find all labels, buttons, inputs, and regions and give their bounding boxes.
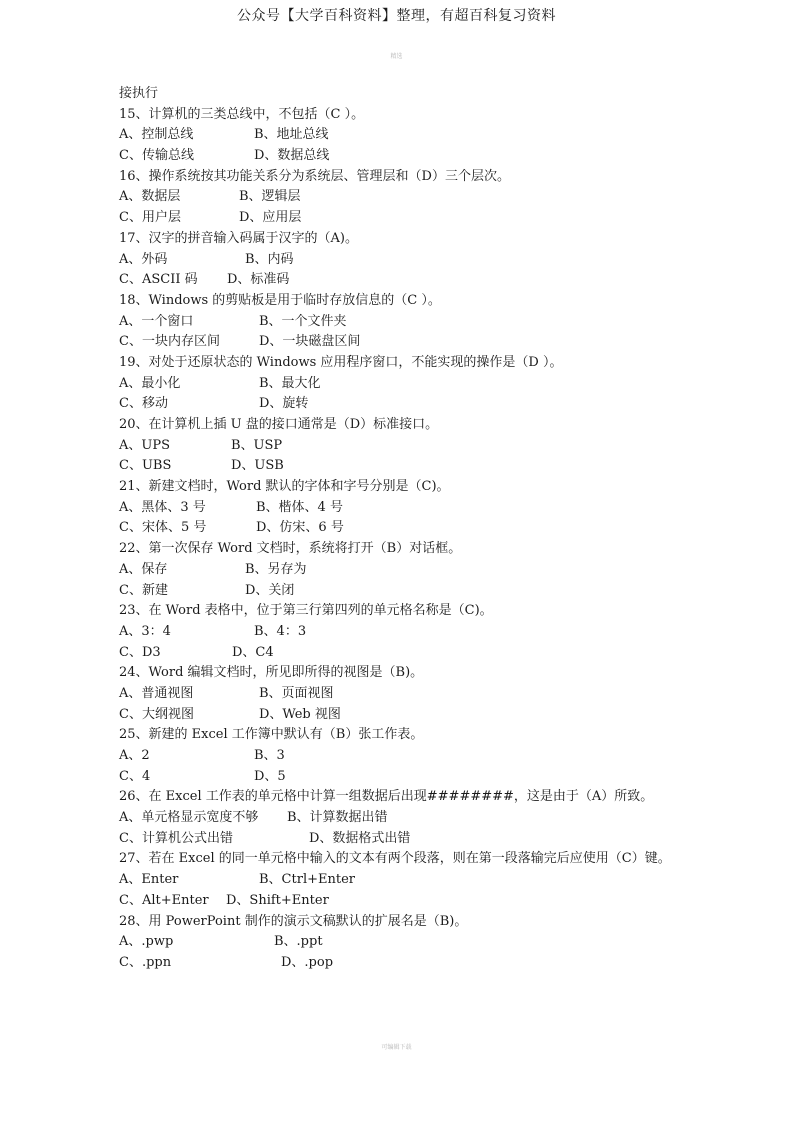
option-d: D、USB: [231, 458, 284, 474]
footer-note: 可编辑下载: [381, 1044, 412, 1051]
option-row: [119, 829, 679, 850]
question-stem: 15、计算机的三类总线中，不包括（C ）。: [119, 106, 365, 122]
question-stem: 26、在 Excel 工作表的单元格中计算一组数据后出现########，这是由于（A）所致。: [119, 789, 654, 805]
option-a: A、保存: [119, 561, 168, 577]
option-b: B、页面视图: [259, 685, 334, 701]
option-d: D、Shift+Enter: [226, 892, 329, 908]
option-d: D、应用层: [239, 210, 302, 226]
option-row: [119, 374, 679, 395]
option-a: A、UPS: [119, 437, 170, 453]
option-row: [119, 953, 679, 974]
option-a: A、2: [119, 748, 150, 763]
option-d: D、C4: [232, 644, 274, 660]
option-c: C、计算机公式出错: [119, 830, 233, 846]
option-row: [119, 518, 679, 539]
option-row: [119, 394, 679, 415]
option-row: [119, 312, 679, 333]
intro-line: 接执行: [119, 86, 159, 101]
option-a: A、数据层: [119, 189, 181, 205]
option-a: A、普通视图: [119, 685, 194, 701]
option-d: D、Web 视图: [259, 706, 341, 722]
option-c: C、传输总线: [119, 148, 194, 164]
page-banner: 公众号【大学百科资料】整理，有超百科复习资料: [237, 8, 556, 24]
question-stem: 16、操作系统按其功能关系分为系统层、管理层和（D）三个层次。: [119, 168, 510, 184]
option-c: C、新建: [119, 582, 168, 598]
option-c: C、大纲视图: [119, 706, 194, 722]
option-d: D、旋转: [259, 396, 309, 412]
option-row: [119, 870, 679, 891]
option-row: [119, 746, 679, 767]
option-row: [119, 125, 679, 146]
option-d: D、.pop: [281, 954, 334, 970]
question-stem: 27、若在 Excel 的同一单元格中输入的文本有两个段落，则在第一段落输完后应使用（C）键。: [119, 851, 671, 867]
option-row: [119, 146, 679, 167]
option-b: B、4：3: [254, 623, 307, 639]
option-a: A、一个窗口: [119, 313, 194, 329]
question-stem: 18、Windows 的剪贴板是用于临时存放信息的（C ）。: [119, 292, 441, 308]
option-row: [119, 581, 679, 602]
option-a: A、黑体、3 号: [119, 499, 206, 515]
question-stem: 28、用 PowerPoint 制作的演示文稿默认的扩展名是（B)。: [119, 913, 468, 929]
option-row: [119, 332, 679, 353]
option-a: A、外码: [119, 251, 168, 267]
option-b: B、一个文件夹: [259, 313, 347, 329]
option-d: D、一块磁盘区间: [259, 334, 361, 350]
option-a: A、3：4: [119, 623, 171, 639]
option-c: C、用户层: [119, 210, 181, 226]
option-row: [119, 705, 679, 726]
option-c: C、UBS: [119, 458, 172, 474]
option-row: [119, 891, 679, 912]
option-a: A、.pwp: [119, 934, 174, 950]
question-stem: 25、新建的 Excel 工作簿中默认有（B）张工作表。: [119, 727, 424, 743]
question-stem: 17、汉字的拼音输入码属于汉字的（A)。: [119, 230, 359, 246]
option-c: C、Alt+Enter: [119, 892, 209, 908]
option-row: [119, 767, 679, 788]
option-d: D、5: [254, 768, 286, 784]
option-c: C、4: [119, 768, 151, 784]
option-row: [119, 270, 679, 291]
option-row: [119, 187, 679, 208]
question-stem: 22、第一次保存 Word 文档时，系统将打开（B）对话框。: [119, 541, 462, 557]
question-list: [119, 105, 679, 974]
option-b: B、.ppt: [274, 934, 323, 950]
option-b: B、最大化: [259, 375, 321, 391]
option-b: B、逻辑层: [239, 189, 301, 205]
option-b: B、内码: [245, 251, 294, 267]
option-a: A、最小化: [119, 375, 181, 391]
question-stem: 24、Word 编辑文档时，所见即所得的视图是（B)。: [119, 665, 424, 681]
document-body: [119, 84, 679, 974]
option-d: D、仿宋、6 号: [256, 520, 344, 536]
option-c: C、D3: [119, 644, 161, 660]
option-c: C、移动: [119, 396, 168, 412]
question-stem: 23、在 Word 表格中，位于第三行第四列的单元格名称是（C)。: [119, 603, 493, 619]
option-b: B、另存为: [245, 561, 307, 577]
option-row: [119, 436, 679, 457]
option-row: [119, 932, 679, 953]
option-b: B、计算数据出错: [287, 810, 388, 826]
option-row: [119, 684, 679, 705]
option-b: B、3: [254, 748, 285, 763]
option-row: [119, 808, 679, 829]
option-row: [119, 456, 679, 477]
option-d: D、数据格式出错: [309, 830, 411, 846]
option-b: B、USP: [231, 437, 283, 453]
question-stem: 19、对处于还原状态的 Windows 应用程序窗口，不能实现的操作是（D ）。: [119, 354, 563, 370]
question-stem: 21、新建文档时，Word 默认的字体和字号分别是（C)。: [119, 479, 450, 495]
option-b: B、地址总线: [254, 127, 329, 143]
option-c: C、.ppn: [119, 954, 172, 970]
option-row: [119, 560, 679, 581]
option-d: D、关闭: [245, 582, 295, 598]
option-row: [119, 622, 679, 643]
option-c: C、ASCII 码: [119, 272, 198, 288]
option-d: D、数据总线: [254, 148, 330, 164]
option-row: [119, 643, 679, 664]
option-b: B、楷体、4 号: [256, 499, 343, 515]
question-stem: 20、在计算机上插 U 盘的接口通常是（D）标准接口。: [119, 417, 439, 432]
option-row: [119, 498, 679, 519]
option-b: B、Ctrl+Enter: [259, 872, 355, 888]
option-a: A、Enter: [119, 872, 179, 888]
option-a: A、单元格显示宽度不够: [119, 810, 259, 826]
option-a: A、控制总线: [119, 127, 194, 143]
option-d: D、标准码: [227, 272, 290, 288]
option-c: C、宋体、5 号: [119, 520, 207, 536]
option-row: [119, 208, 679, 229]
header-note: 精选: [390, 53, 403, 60]
option-c: C、一块内存区间: [119, 334, 220, 350]
option-row: [119, 250, 679, 271]
